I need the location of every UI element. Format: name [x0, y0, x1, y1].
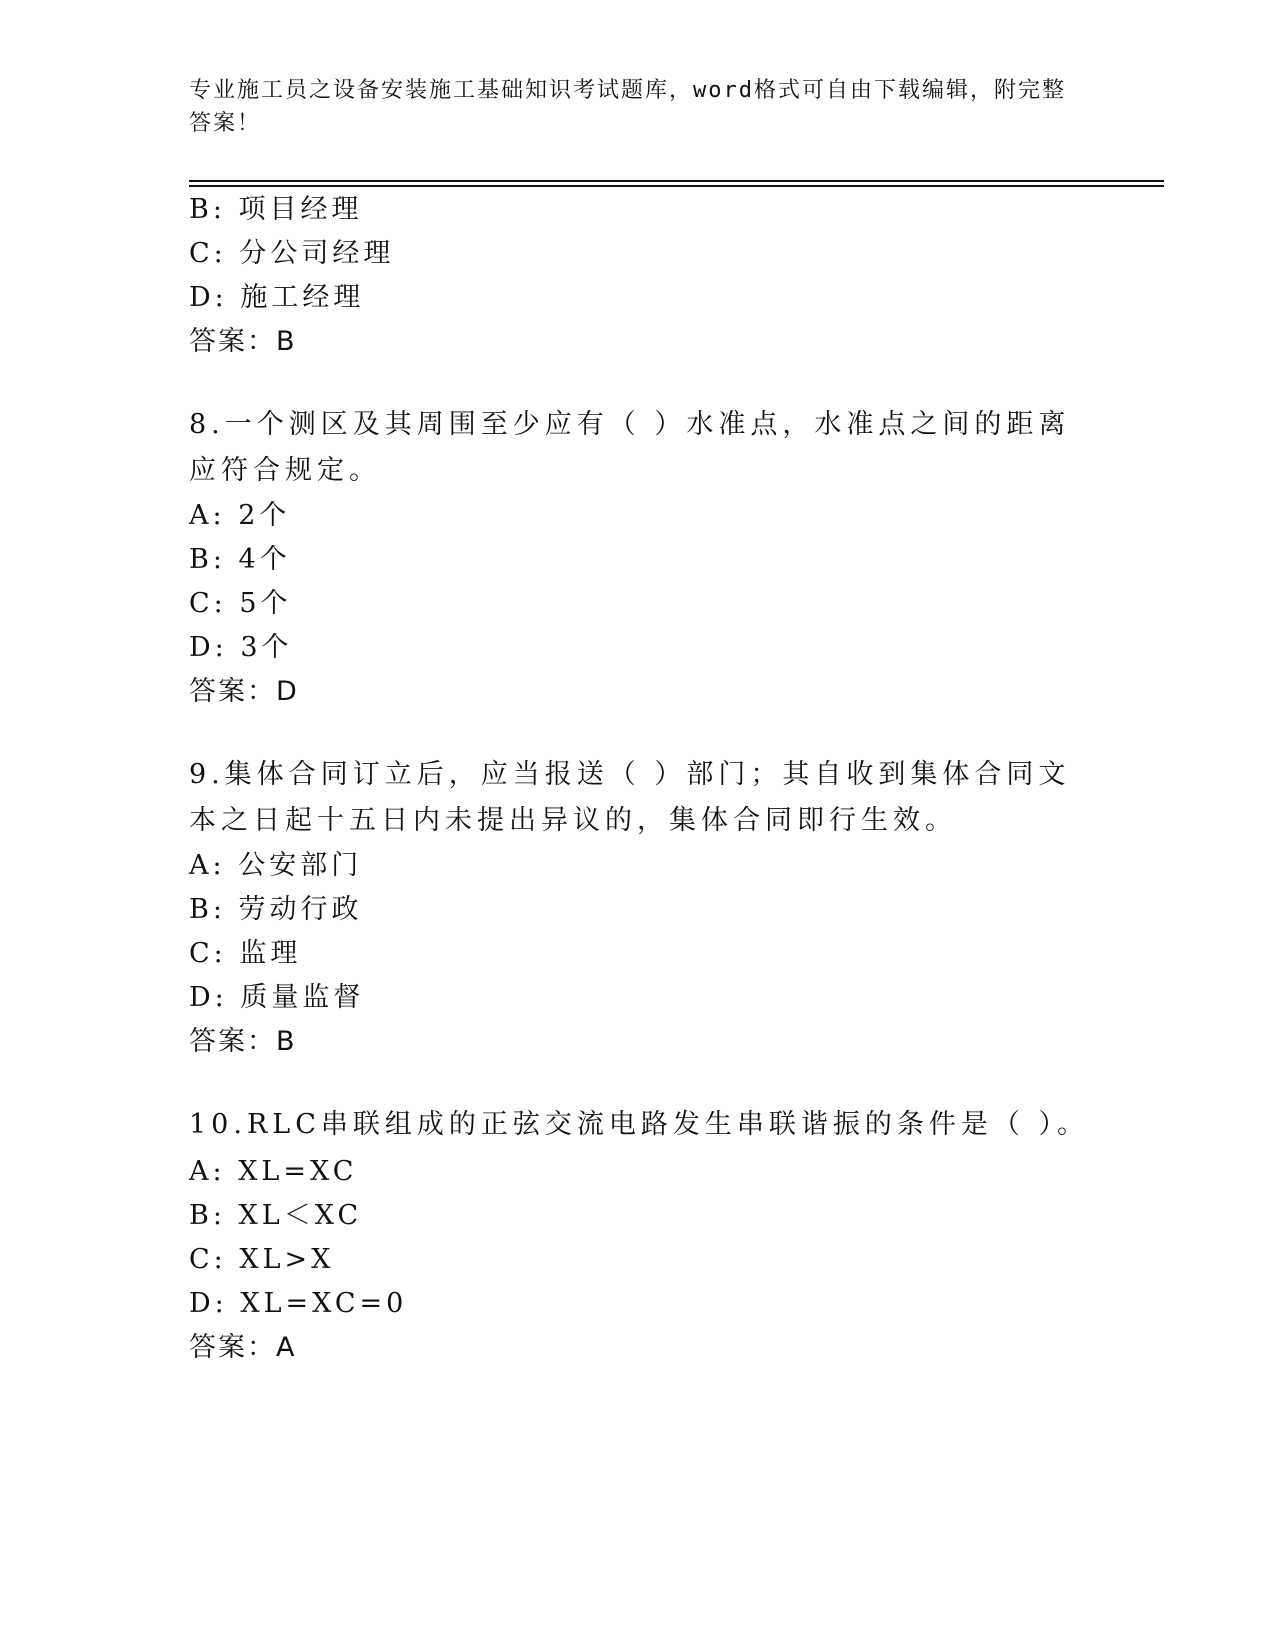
- option-b: B: XL＜XC: [189, 1200, 363, 1231]
- option-b: B: 劳动行政: [189, 894, 363, 925]
- option-a: A: 公安部门: [189, 850, 363, 881]
- header-divider-top: [189, 180, 1164, 182]
- option-d: D: 质量监督: [189, 982, 365, 1013]
- question-8-text: 8.一个测区及其周围至少应有（ ）水准点，水准点之间的距离应符合规定。: [189, 409, 1071, 486]
- option-d: D: XL=XC=0: [189, 1288, 408, 1319]
- option-d: D: 3个: [189, 632, 293, 663]
- document-header: 专业施工员之设备安装施工基础知识考试题库，word格式可自由下载编辑，附完整答案！: [189, 78, 1066, 136]
- option-a: A: XL=XC: [189, 1156, 358, 1187]
- question-9-text: 9.集体合同订立后，应当报送（ ）部门；其自收到集体合同文本之日起十五日内未提出异议的，集体合同即行生效。: [189, 759, 1071, 836]
- option-c: C: 监理: [189, 938, 302, 969]
- question-10-text: 10.RLC串联组成的正弦交流电路发生串联谐振的条件是（ ）。: [189, 1109, 1089, 1140]
- answer-line: 答案：A: [189, 1332, 297, 1363]
- option-d: D: 施工经理: [189, 282, 365, 313]
- option-c: C: XL>X: [189, 1244, 335, 1275]
- option-a: A: 2个: [189, 500, 291, 531]
- option-b: B: 4个: [189, 544, 291, 575]
- answer-line: 答案：B: [189, 326, 297, 357]
- option-c: C: 5个: [189, 588, 292, 619]
- answer-line: 答案：D: [189, 676, 299, 707]
- answer-line: 答案：B: [189, 1026, 297, 1057]
- header-divider-bottom: [189, 185, 1164, 187]
- option-c: C: 分公司经理: [189, 238, 395, 269]
- option-b: B: 项目经理: [189, 194, 363, 225]
